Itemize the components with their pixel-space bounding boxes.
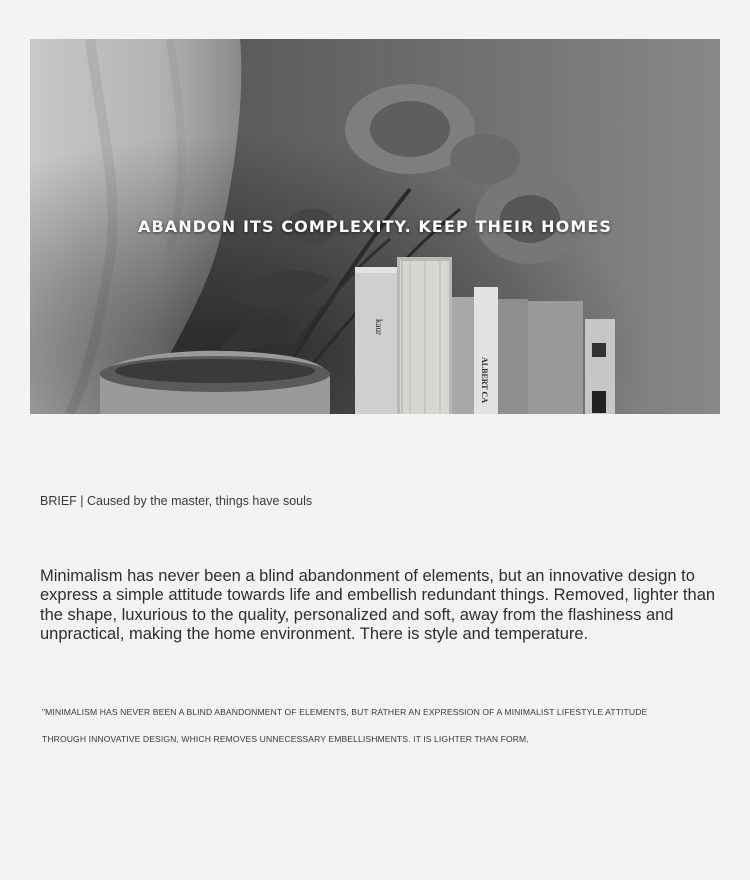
hero-image (30, 39, 720, 414)
hero-title: ABANDON ITS COMPLEXITY. KEEP THEIR HOMES (137, 217, 613, 236)
wavy-divider (32, 806, 722, 812)
description-paragraph: Minimalism has never been a blind abandonment of elements, but an innovative design to express a simple attitude towards life and embellish redundant things. Removed, lighter than the shape, luxurious to the quality, personalized and soft, away from the flashiness and unpractical, making the home environment. There is style and temperature. (40, 567, 716, 643)
caption-line-2: THROUGH INNOVATIVE DESIGN, WHICH REMOVES UNNECESSARY EMBELLISHMENTS. IT IS LIGHTER THAN FORM, (42, 734, 529, 744)
caption-line-1: "MINIMALISM HAS NEVER BEEN A BLIND ABANDONMENT OF ELEMENTS, BUT RATHER AN EXPRESSION OF A MINIMALIST LIFESTYLE ATTITUDE (42, 707, 648, 717)
brief-heading: BRIEF | Caused by the master, things have souls (40, 494, 313, 508)
book-spine-kaur: kaur (374, 319, 384, 335)
book-spine-albert: ALBERT CA (480, 357, 489, 404)
